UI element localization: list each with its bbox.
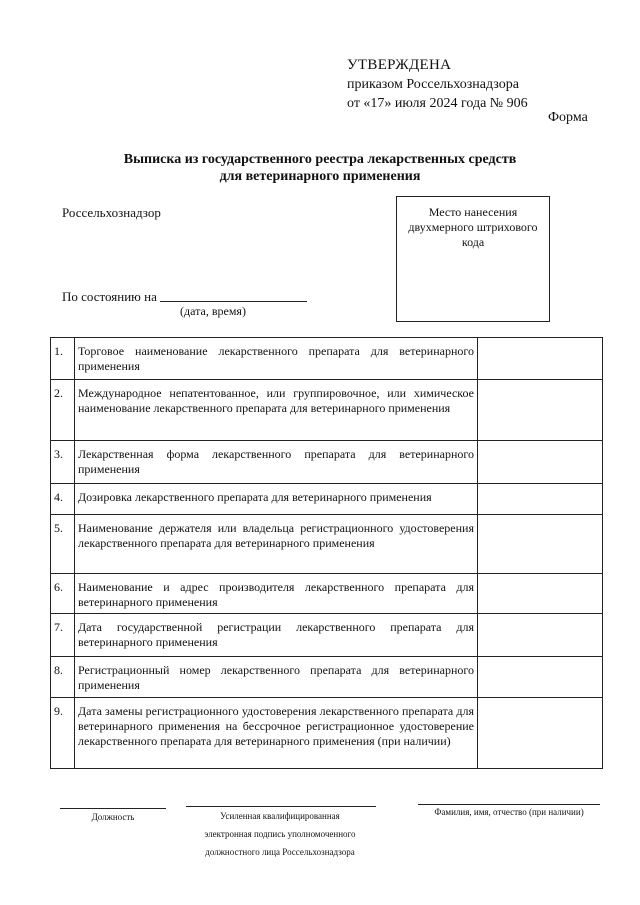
table-row xyxy=(51,441,603,484)
row-number: 8. xyxy=(51,657,75,698)
row-value-cell[interactable] xyxy=(478,698,603,769)
barcode-placeholder-box xyxy=(396,196,550,322)
document-title xyxy=(0,151,640,185)
table-row xyxy=(51,380,603,441)
row-label: Регистрационный номер лекарственного препарата для ветеринарного применения xyxy=(75,657,478,698)
row-value-cell[interactable] xyxy=(478,515,603,574)
approval-block xyxy=(347,56,528,113)
table-row xyxy=(51,338,603,380)
electronic-signature-label xyxy=(180,807,380,861)
table-row xyxy=(51,698,603,769)
row-label: Торговое наименование лекарственного препарата для ветеринарного применения xyxy=(75,338,478,380)
table-row xyxy=(51,657,603,698)
electronic-signature-label-line-3: должностного лица Россельхознадзора xyxy=(205,847,355,857)
row-number: 2. xyxy=(51,380,75,441)
row-value-cell[interactable] xyxy=(478,657,603,698)
row-label: Дата замены регистрационного удостоверения лекарственного препарата для ветеринарного применения на бессрочное регистрационное удостоверение лекарственного препарата для ветеринарного применения (при наличии) xyxy=(75,698,478,769)
position-label: Должность xyxy=(91,812,135,822)
approval-order: приказом Россельхознадзора xyxy=(347,77,519,92)
row-number: 3. xyxy=(51,441,75,484)
row-value-cell[interactable] xyxy=(478,441,603,484)
barcode-caption-line-3: кода xyxy=(461,235,485,249)
row-number: 6. xyxy=(51,574,75,614)
row-label: Международное непатентованное, или группировочное, или химическое наименование лекарственного препарата для ветеринарного применения xyxy=(75,380,478,441)
row-number: 1. xyxy=(51,338,75,380)
register-table xyxy=(50,337,603,769)
table-row xyxy=(51,614,603,657)
form-label: Форма xyxy=(548,110,588,125)
approval-date: от «17» июля 2024 года № 906 xyxy=(347,96,528,111)
title-line-1: Выписка из государственного реестра лекарственных средств xyxy=(123,152,517,167)
electronic-signature-label-line-1: Усиленная квалифицированная xyxy=(220,811,340,821)
row-label: Наименование и адрес производителя лекарственного препарата для ветеринарного применения xyxy=(75,574,478,614)
organization-name: Россельхознадзор xyxy=(62,205,161,220)
as-of-date-field[interactable] xyxy=(160,301,307,302)
row-value-cell[interactable] xyxy=(478,484,603,515)
barcode-caption xyxy=(397,205,549,250)
row-number: 4. xyxy=(51,484,75,515)
electronic-signature-label-line-2: электронная подпись уполномоченного xyxy=(204,829,356,839)
barcode-caption-line-2: двухмерного штрихового xyxy=(408,220,538,234)
row-label: Лекарственная форма лекарственного препарата для ветеринарного применения xyxy=(75,441,478,484)
table-row xyxy=(51,484,603,515)
row-number: 5. xyxy=(51,515,75,574)
as-of-sublabel: (дата, время) xyxy=(180,304,246,318)
row-number: 7. xyxy=(51,614,75,657)
row-label: Наименование держателя или владельца регистрационного удостоверения лекарственного препарата для ветеринарного применения xyxy=(75,515,478,574)
row-label: Дозировка лекарственного препарата для ветеринарного применения xyxy=(75,484,478,515)
row-value-cell[interactable] xyxy=(478,338,603,380)
barcode-caption-line-1: Место нанесения xyxy=(428,205,518,219)
as-of-label: По состоянию на xyxy=(62,289,157,304)
title-line-2: для ветеринарного применения xyxy=(219,169,421,184)
row-value-cell[interactable] xyxy=(478,614,603,657)
approval-title: УТВЕРЖДЕНА xyxy=(347,57,452,73)
full-name-label: Фамилия, имя, отчество (при наличии) xyxy=(434,807,584,817)
row-value-cell[interactable] xyxy=(478,380,603,441)
row-label: Дата государственной регистрации лекарственного препарата для ветеринарного применения xyxy=(75,614,478,657)
row-number: 9. xyxy=(51,698,75,769)
table-row xyxy=(51,574,603,614)
table-row xyxy=(51,515,603,574)
row-value-cell[interactable] xyxy=(478,574,603,614)
